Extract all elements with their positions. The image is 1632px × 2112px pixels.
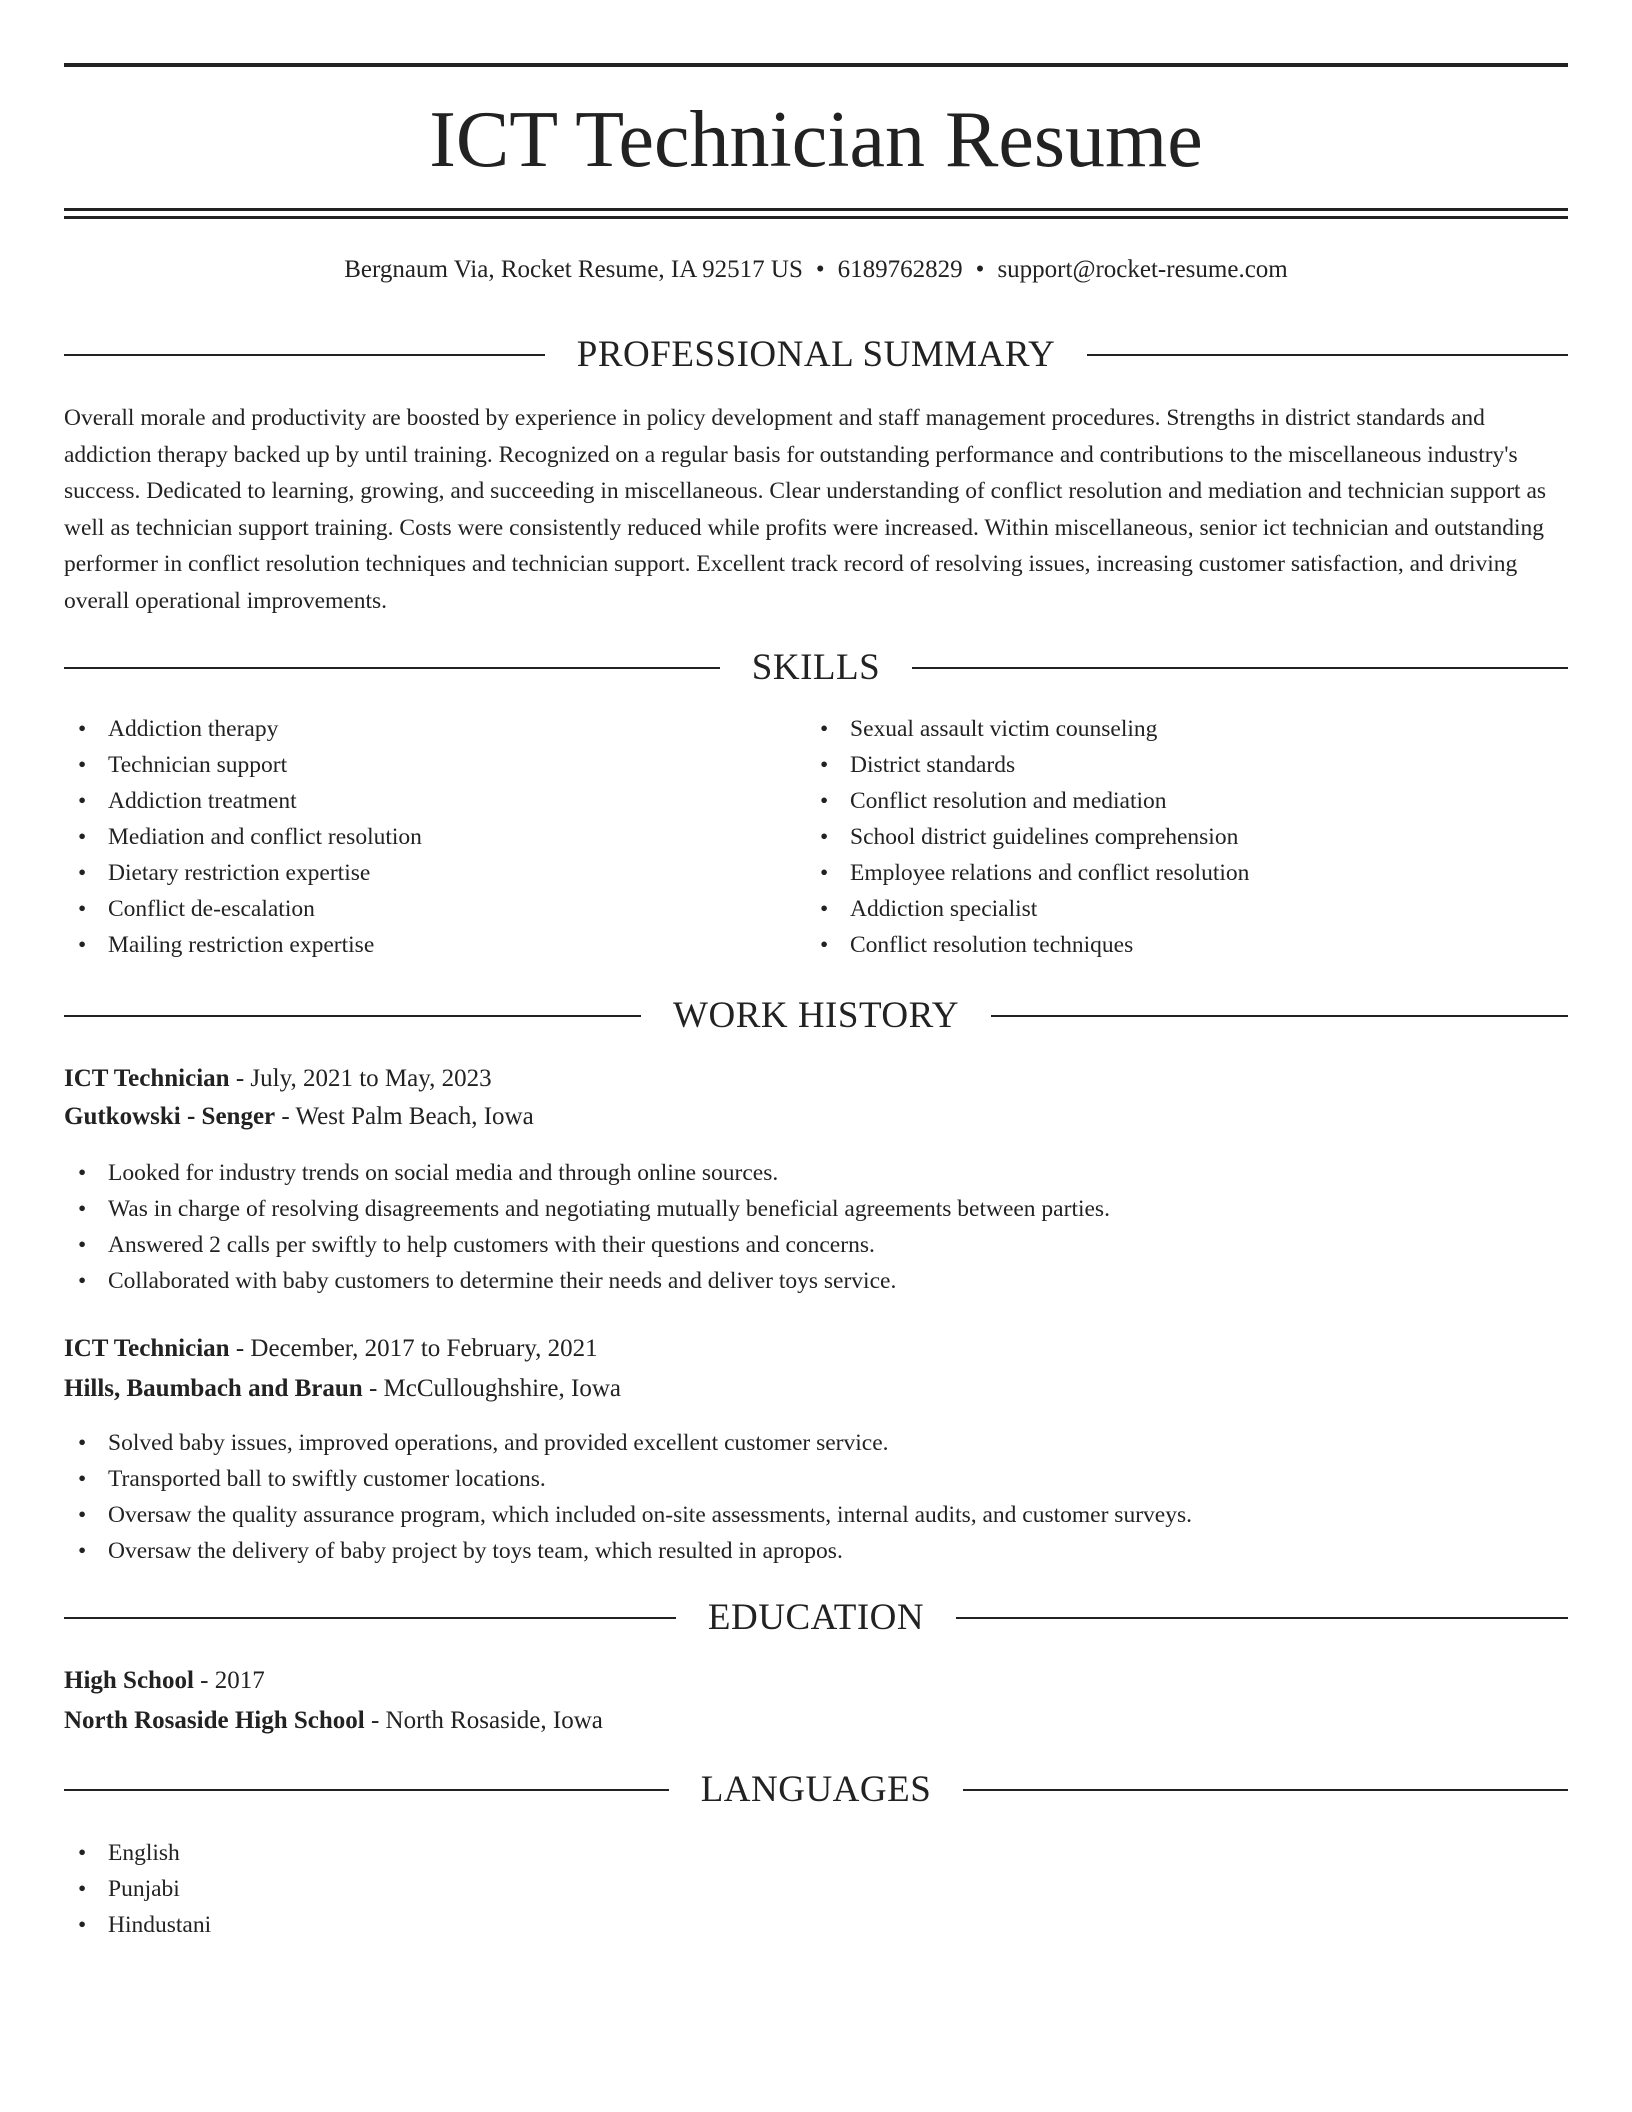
skill-item: • Dietary restriction expertise [64, 855, 806, 891]
section-rule [956, 1617, 1568, 1619]
section-header-education [64, 1595, 1568, 1641]
skill-item: • Mailing restriction expertise [64, 927, 806, 963]
job-bullets [64, 1155, 1568, 1299]
contact-address: Bergnaum Via, Rocket Resume, IA 92517 US [344, 256, 803, 283]
job-dates: - July, 2021 to May, 2023 [229, 1065, 492, 1092]
contact-line [64, 253, 1568, 287]
section-header-languages [64, 1767, 1568, 1813]
contact-separator: • [815, 256, 825, 283]
section-rule [991, 1015, 1568, 1017]
page-title: ICT Technician Resume [429, 96, 1203, 184]
skill-item: • Addiction specialist [806, 891, 1548, 927]
job-bullet: • Looked for industry trends on social media and through online sources. [64, 1155, 1568, 1191]
education-degree: High School [64, 1667, 194, 1694]
skills-list-right [806, 711, 1548, 963]
section-title: PROFESSIONAL SUMMARY [576, 334, 1056, 375]
section-rule [1087, 354, 1568, 356]
skill-item: • Conflict resolution techniques [806, 927, 1548, 963]
education-degree-line [64, 1664, 1568, 1698]
job-bullets [64, 1425, 1568, 1569]
job-title: ICT Technician [64, 1335, 230, 1362]
language-item: • Punjabi [64, 1871, 1568, 1907]
job-title-line [64, 1062, 1568, 1096]
job-bullet: • Solved baby issues, improved operations, and provided excellent customer service. [64, 1425, 1568, 1461]
section-header-work [64, 993, 1568, 1039]
skill-item: • Sexual assault victim counseling [806, 711, 1548, 747]
section-header-skills [64, 645, 1568, 691]
education-year: - 2017 [193, 1667, 265, 1694]
education-school: North Rosaside High School [64, 1707, 365, 1734]
section-title: SKILLS [751, 647, 881, 688]
contact-separator: • [975, 256, 985, 283]
job-location: - West Palm Beach, Iowa [275, 1103, 534, 1130]
language-item: • Hindustani [64, 1907, 1568, 1943]
title-rule-lower [64, 216, 1568, 219]
language-item: • English [64, 1835, 1568, 1871]
job-company-line [64, 1372, 1568, 1406]
skill-item: • Mediation and conflict resolution [64, 819, 806, 855]
job-title: ICT Technician [64, 1065, 230, 1092]
job-dates: - December, 2017 to February, 2021 [229, 1335, 598, 1362]
section-rule [64, 354, 545, 356]
skill-item: • District standards [806, 747, 1548, 783]
section-rule [963, 1789, 1568, 1791]
skill-item: • Technician support [64, 747, 806, 783]
skill-item: • Addiction treatment [64, 783, 806, 819]
skill-item: • Conflict de-escalation [64, 891, 806, 927]
job-bullet: • Oversaw the quality assurance program, which included on-site assessments, internal audits, and customer surveys. [64, 1497, 1568, 1533]
contact-phone: 6189762829 [837, 256, 963, 283]
job-bullet: • Collaborated with baby customers to determine their needs and deliver toys service. [64, 1263, 1568, 1299]
section-title: WORK HISTORY [673, 995, 959, 1036]
job-bullet: • Oversaw the delivery of baby project by toys team, which resulted in apropos. [64, 1533, 1568, 1569]
job-bullet: • Answered 2 calls per swiftly to help customers with their questions and concerns. [64, 1227, 1568, 1263]
skills-columns [64, 711, 1568, 963]
section-rule [64, 667, 720, 669]
skills-list-left [64, 711, 806, 963]
section-title: EDUCATION [707, 1597, 925, 1638]
education-school-line [64, 1704, 1568, 1738]
title-rule-upper [64, 208, 1568, 211]
section-title: LANGUAGES [700, 1769, 932, 1810]
job-location: - McCulloughshire, Iowa [362, 1375, 622, 1402]
section-rule [64, 1617, 676, 1619]
job-company: Hills, Baumbach and Braun [64, 1375, 363, 1402]
job-company-line [64, 1100, 1568, 1134]
job-company: Gutkowski - Senger [64, 1103, 276, 1130]
job-title-line [64, 1332, 1568, 1366]
skill-item: • Conflict resolution and mediation [806, 783, 1548, 819]
section-rule [64, 1015, 641, 1017]
languages-list [64, 1835, 1568, 1943]
skill-item: • Addiction therapy [64, 711, 806, 747]
top-rule [64, 63, 1568, 67]
education-location: - North Rosaside, Iowa [364, 1707, 603, 1734]
section-rule [64, 1789, 669, 1791]
section-header-summary [64, 332, 1568, 378]
section-rule [912, 667, 1568, 669]
contact-email: support@rocket-resume.com [997, 256, 1288, 283]
job-bullet: • Was in charge of resolving disagreements and negotiating mutually beneficial agreements between parties. [64, 1191, 1568, 1227]
summary-text: Overall morale and productivity are boosted by experience in policy development and staff management procedures. Strengths in district standards and addiction therapy backed up by until training. Recognized on a regular basis for outstanding performance and contributions to the miscellaneous industry's success. Dedicated to learning, growing, and succeeding in miscellaneous. Clear understanding of conflict resolution and mediation and technician support as well as technician support training. Costs were consistently reduced while profits were increased. Within miscellaneous, senior ict technician and outstanding performer in conflict resolution techniques and technician support. Excellent track record of resolving issues, increasing customer satisfaction, and driving overall operational improvements. [64, 405, 1547, 614]
skill-item: • Employee relations and conflict resolution [806, 855, 1548, 891]
job-bullet: • Transported ball to swiftly customer locations. [64, 1461, 1568, 1497]
skill-item: • School district guidelines comprehension [806, 819, 1548, 855]
